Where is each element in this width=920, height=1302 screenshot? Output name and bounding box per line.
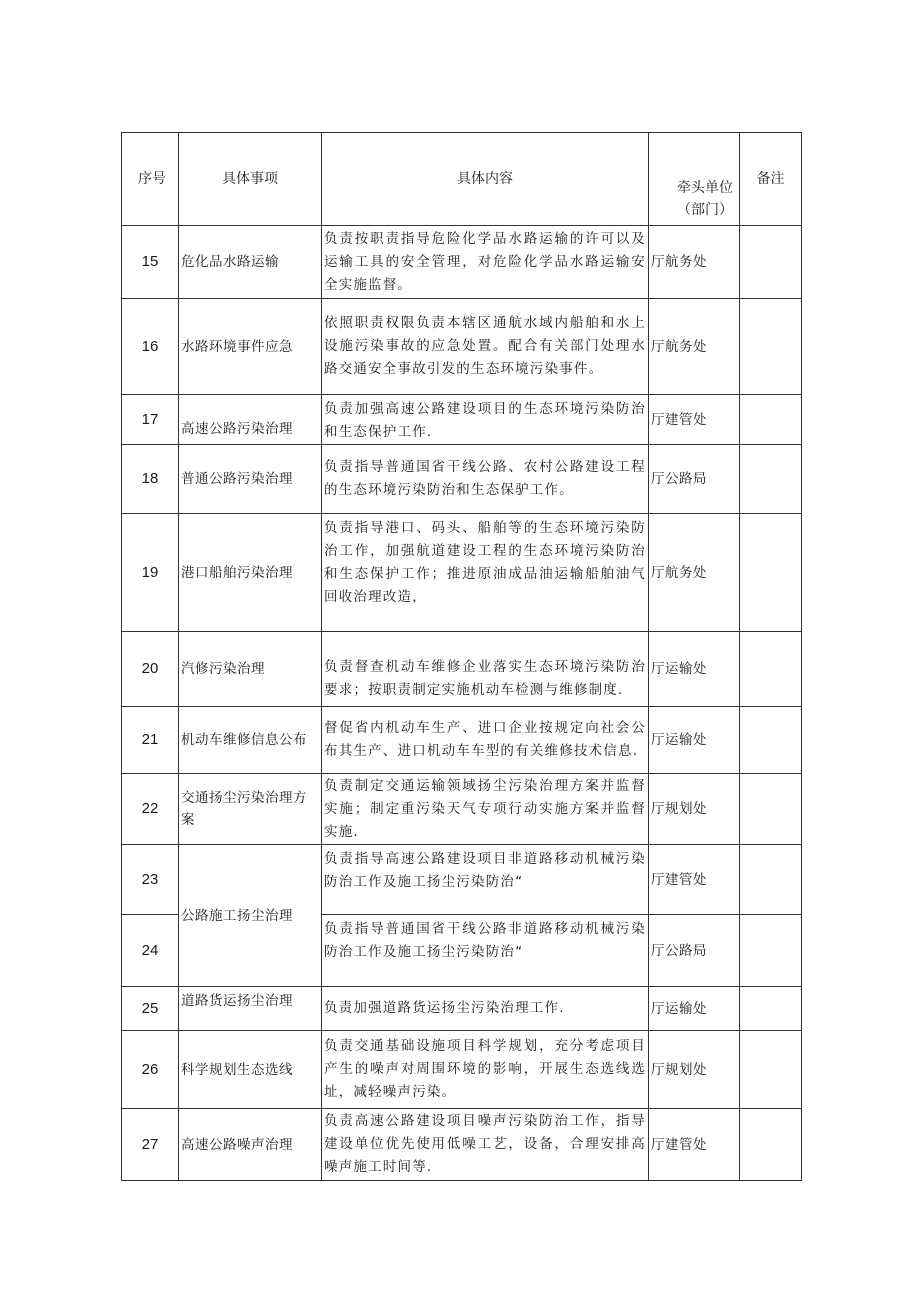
row-content: 负责指导高速公路建设项目非道路移动机械污染防治工作及施工扬尘污染防治“	[322, 845, 649, 915]
row-unit: 厅航务处	[649, 226, 740, 299]
row-content: 负责制定交通运输领域扬尘污染治理方案并监督实施；制定重污染天气专项行动实施方案并监督实施.	[322, 774, 649, 845]
row-note	[740, 299, 802, 395]
row-item: 高速公路污染治理	[179, 395, 322, 445]
row-item: 普通公路污染治理	[179, 445, 322, 514]
table-row	[122, 226, 802, 299]
table-row	[122, 632, 802, 707]
row-seq: 20	[122, 632, 179, 707]
table-row	[122, 299, 802, 395]
row-note	[740, 987, 802, 1031]
table-row	[122, 445, 802, 514]
header-item: 具体事项	[179, 133, 322, 226]
row-item: 水路环境事件应急	[179, 299, 322, 395]
table-row	[122, 707, 802, 774]
header-unit-line2: （部门）	[677, 202, 733, 218]
table-row	[122, 1031, 802, 1109]
row-unit: 厅航务处	[649, 514, 740, 632]
row-seq: 25	[122, 987, 179, 1031]
row-unit: 厅运输处	[649, 987, 740, 1031]
row-content: 负责高速公路建设项目噪声污染防治工作，指导建设单位优先使用低噪工艺，设备，合理安排高噪声施工时间等.	[322, 1109, 649, 1181]
responsibility-table	[121, 132, 802, 1181]
row-seq: 19	[122, 514, 179, 632]
header-unit-line1: 牵头单位	[677, 180, 733, 196]
table-row	[122, 395, 802, 445]
row-content: 负责加强高速公路建设项目的生态环境污染防治和生态保护工作.	[322, 395, 649, 445]
row-unit: 厅规划处	[649, 774, 740, 845]
row-unit: 厅建管处	[649, 845, 740, 915]
row-note	[740, 632, 802, 707]
row-seq: 22	[122, 774, 179, 845]
row-item: 港口船舶污染治理	[179, 514, 322, 632]
header-unit	[649, 133, 740, 226]
row-content: 负责交通基础设施项目科学规划，充分考虑项目产生的噪声对周围环境的影响，开展生态选线选址，减轻噪声污染。	[322, 1031, 649, 1109]
row-item: 科学规划生态选线	[179, 1031, 322, 1109]
row-seq: 21	[122, 707, 179, 774]
row-note	[740, 1031, 802, 1109]
row-unit: 厅建管处	[649, 1109, 740, 1181]
row-note	[740, 445, 802, 514]
row-seq: 23	[122, 845, 179, 915]
row-item: 危化品水路运输	[179, 226, 322, 299]
header-seq: 序号	[122, 133, 179, 226]
row-seq: 18	[122, 445, 179, 514]
row-content: 负责指导港口、码头、船舶等的生态环境污染防治工作，加强航道建设工程的生态环境污染防治和生态保护工作；推进原油成品油运输船舶油气回收治理改造，	[322, 514, 649, 632]
row-seq: 24	[122, 915, 179, 987]
header-content: 具体内容	[322, 133, 649, 226]
row-item: 道路货运扬尘治理	[179, 987, 322, 1031]
row-item: 高速公路噪声治理	[179, 1109, 322, 1181]
row-content: 负责按职责指导危险化学品水路运输的许可以及运输工具的安全管理，对危险化学品水路运输安全实施监督。	[322, 226, 649, 299]
row-note	[740, 1109, 802, 1181]
row-seq: 27	[122, 1109, 179, 1181]
row-seq: 26	[122, 1031, 179, 1109]
row-unit: 厅公路局	[649, 915, 740, 987]
row-content: 依照职责权限负责本辖区通航水域内船舶和水上设施污染事故的应急处置。配合有关部门处理水路交通安全事故引发的生态环境污染事件。	[322, 299, 649, 395]
row-content: 负责加强道路货运扬尘污染治理工作.	[322, 987, 649, 1031]
row-unit: 厅运输处	[649, 632, 740, 707]
row-note	[740, 845, 802, 915]
table-row	[122, 1109, 802, 1181]
row-note	[740, 226, 802, 299]
row-content: 负责指导普通国省干线公路非道路移动机械污染防治工作及施工扬尘污染防治“	[322, 915, 649, 987]
row-content: 负责指导普通国省干线公路、农村公路建设工程的生态环境污染防治和生态保驴工作。	[322, 445, 649, 514]
header-row	[122, 133, 802, 226]
row-unit: 厅建管处	[649, 395, 740, 445]
table-row	[122, 774, 802, 845]
row-unit: 厅航务处	[649, 299, 740, 395]
row-seq: 15	[122, 226, 179, 299]
row-seq: 16	[122, 299, 179, 395]
row-item: 公路施工扬尘治理	[179, 845, 322, 987]
row-note	[740, 514, 802, 632]
row-item: 机动车维修信息公布	[179, 707, 322, 774]
row-note	[740, 707, 802, 774]
header-note: 备注	[740, 133, 802, 226]
table-row	[122, 987, 802, 1031]
row-unit: 厅公路局	[649, 445, 740, 514]
table-row	[122, 514, 802, 632]
row-content: 负责督查机动车维修企业落实生态环境污染防治要求；按职责制定实施机动车检测与维修制度.	[322, 632, 649, 707]
row-item: 交通扬尘污染治理方案	[179, 774, 322, 845]
row-note	[740, 395, 802, 445]
table-row	[122, 845, 802, 915]
row-note	[740, 774, 802, 845]
row-content: 督促省内机动车生产、进口企业按规定向社会公布其生产、进口机动车车型的有关维修技术信息.	[322, 707, 649, 774]
row-note	[740, 915, 802, 987]
row-unit: 厅运输处	[649, 707, 740, 774]
row-unit: 厅规划处	[649, 1031, 740, 1109]
row-item: 汽修污染治理	[179, 632, 322, 707]
row-seq: 17	[122, 395, 179, 445]
